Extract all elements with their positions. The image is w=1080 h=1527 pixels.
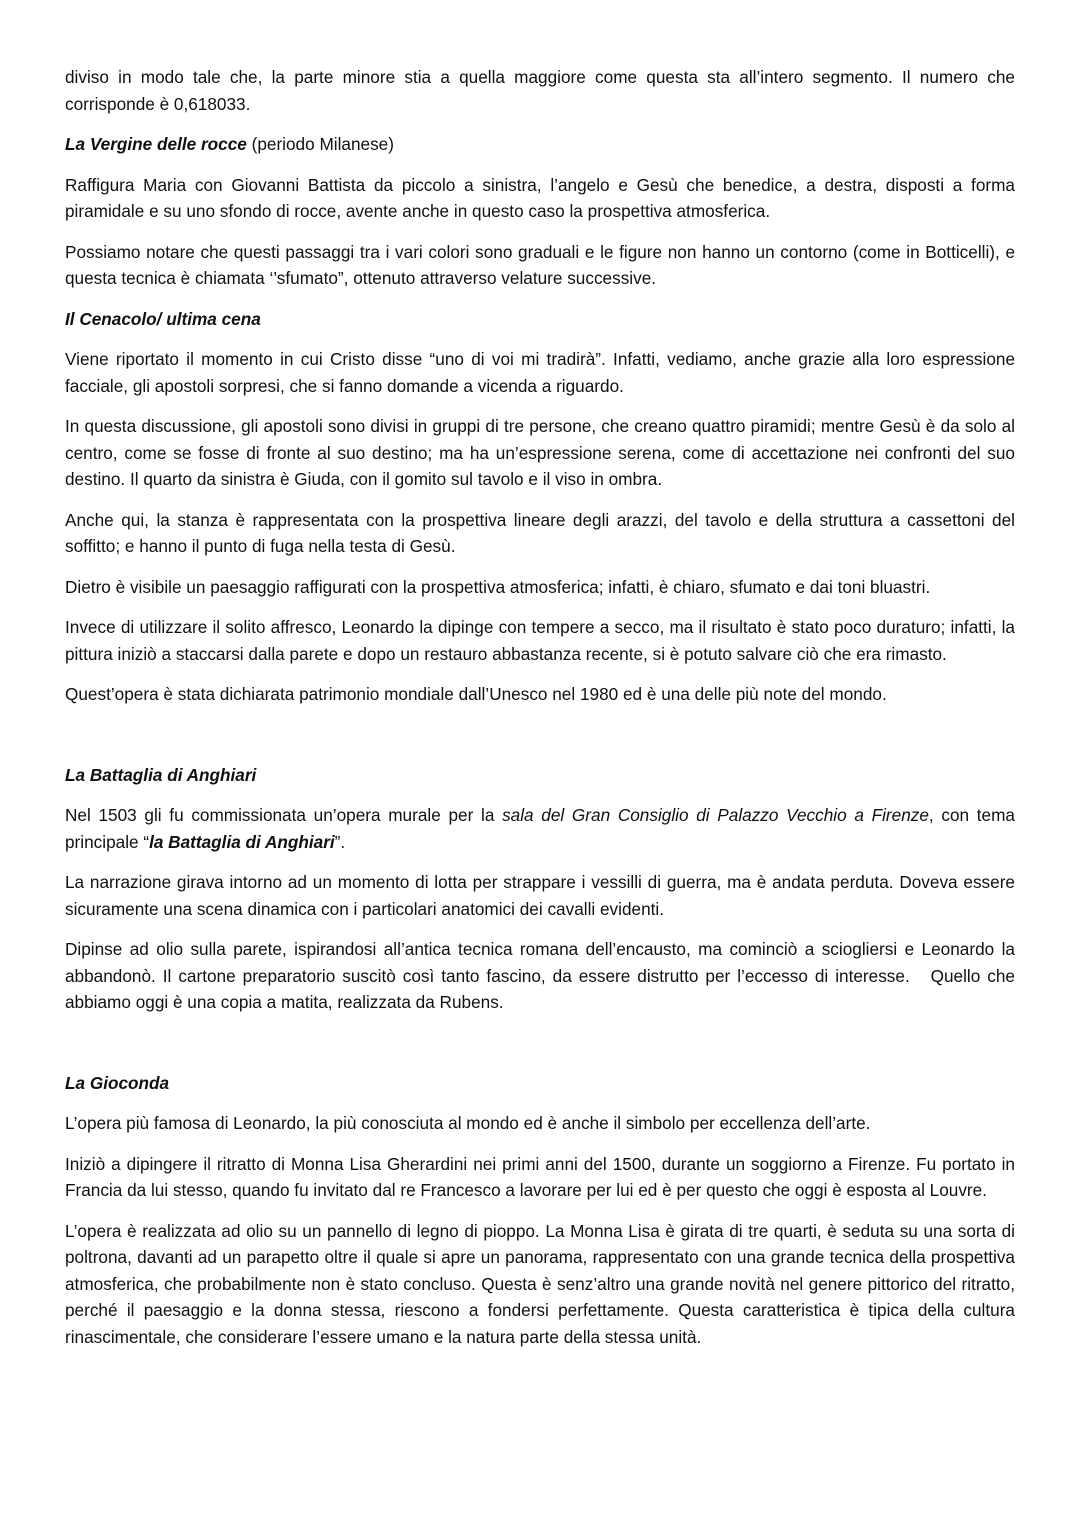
section-heading-cenacolo: Il Cenacolo/ ultima cena: [65, 308, 261, 329]
gioconda-paragraph-1: L’opera più famosa di Leonardo, la più conosciuta al mondo ed è anche il simbolo per eccellenza dell’arte.: [65, 1113, 871, 1133]
cenacolo-paragraph-5: Invece di utilizzare il solito affresco, Leonardo la dipinge con tempere a secco, ma il risultato è stato poco duraturo; infatti, la pittura iniziò a staccarsi dalla parete e dopo un restauro abbastanza recente, si è potuto salvare ciò che era rimasto.: [65, 617, 1015, 664]
battaglia-p1-part-a: Nel 1503 gli fu commissionata un’opera murale per la: [65, 805, 503, 825]
gioconda-paragraph-2: Iniziò a dipingere il ritratto di Monna Lisa Gherardini nei primi anni del 1500, durante un soggiorno a Firenze. Fu portato in Francia da lui stesso, quando fu invitato dal re Francesco a lavorare per lui ed è per questo che oggi è esposta al Louvre.: [65, 1153, 1015, 1200]
battaglia-paragraph-3: Dipinse ad olio sulla parete, ispirandosi all’antica tecnica romana dell’encausto, ma cominciò a sciogliersi e Leonardo la abbandonò. Il cartone preparatorio suscitò così tanto fascino, da essere distrutto per l’eccesso di interesse. Quello che abbiamo oggi è una copia a matita, realizzata da Rubens.: [65, 939, 1020, 1012]
cenacolo-paragraph-2: In questa discussione, gli apostoli sono divisi in gruppi di tre persone, che creano quattro piramidi; mentre Gesù è da solo al centro, come se fosse di fronte al suo destino; ma ha un’espressione serena, come di accettazione nei confronti del suo destino. Il quarto da sinistra è Giuda, con il gomito sul tavolo e il viso in ombra.: [65, 416, 1015, 489]
battaglia-p1-location: sala del Gran Consiglio di Palazzo Vecchio a Firenze: [502, 805, 929, 825]
vergine-paragraph-1: Raffigura Maria con Giovanni Battista da piccolo a sinistra, l’angelo e Gesù che benedice, a destra, disposti a forma piramidale e su uno sfondo di rocce, avente anche in questo caso la prospettiva atmosferica.: [65, 174, 1015, 221]
battaglia-p1-part-c: ”.: [334, 831, 346, 852]
battaglia-p1-theme: la Battaglia di Anghiari: [149, 831, 335, 852]
section-heading-vergine: [65, 131, 1015, 158]
section-spacer: [65, 1030, 1015, 1070]
battaglia-p1-part-b: , con tema principale “: [65, 805, 1015, 852]
vergine-paragraph-2: Possiamo notare che questi passaggi tra i vari colori sono graduali e le figure non hanno un contorno (come in Botticelli), e questa tecnica è chiamata ‘’sfumato”, ottenuto attraverso velature successive.: [65, 241, 1015, 288]
battaglia-paragraph-2: La narrazione girava intorno ad un momento di lotta per strappare i vessilli di guerra, ma è andata perduta. Doveva essere sicuramente una scena dinamica con i particolari anatomici dei cavalli evidenti.: [65, 872, 1015, 919]
battaglia-paragraph-1: [65, 802, 1015, 855]
intro-paragraph: diviso in modo tale che, la parte minore stia a quella maggiore come questa sta all’intero segmento. Il numero che corrisponde è 0,618033.: [65, 67, 1015, 114]
vergine-title: La Vergine delle rocce: [65, 134, 247, 154]
cenacolo-paragraph-6: Quest’opera è stata dichiarata patrimonio mondiale dall’Unesco nel 1980 ed è una delle più note del mondo.: [65, 684, 887, 704]
cenacolo-paragraph-4: Dietro è visibile un paesaggio raffigurati con la prospettiva atmosferica; infatti, è chiaro, sfumato e dai toni bluastri.: [65, 576, 931, 597]
gioconda-paragraph-3: L’opera è realizzata ad olio su un pannello di legno di pioppo. La Monna Lisa è girata di tre quarti, è seduta su una sorta di poltrona, davanti ad un parapetto oltre il quale si apre un panorama, rappresentato con una grande tecnica della prospettiva atmosferica, che probabilmente non è stato concluso. Questa è senz’altro una grande novità nel genere pittorico del ritratto, perché il paesaggio e la donna stessa, riescono a fondersi perfettamente. Questa caratteristica è tipica della cultura rinascimentale, che considerare l’essere umano e la natura parte della stessa unità.: [65, 1220, 1015, 1347]
cenacolo-paragraph-3: Anche qui, la stanza è rappresentata con la prospettiva lineare degli arazzi, del tavolo e della struttura a cassettoni del soffitto; e hanno il punto di fuga nella testa di Gesù.: [65, 509, 1015, 556]
vergine-period-note: (periodo Milanese): [246, 134, 394, 154]
cenacolo-paragraph-1: Viene riportato il momento in cui Cristo disse “uno di voi mi tradirà”. Infatti, vediamo, anche grazie alla loro espressione facciale, gli apostoli sorpresi, che si fanno domande a vicenda a riguardo.: [65, 349, 1015, 396]
document-page: [65, 64, 1020, 1364]
section-heading-battaglia: La Battaglia di Anghiari: [65, 764, 257, 785]
section-spacer: [65, 722, 1015, 762]
section-heading-gioconda: La Gioconda: [65, 1072, 170, 1093]
